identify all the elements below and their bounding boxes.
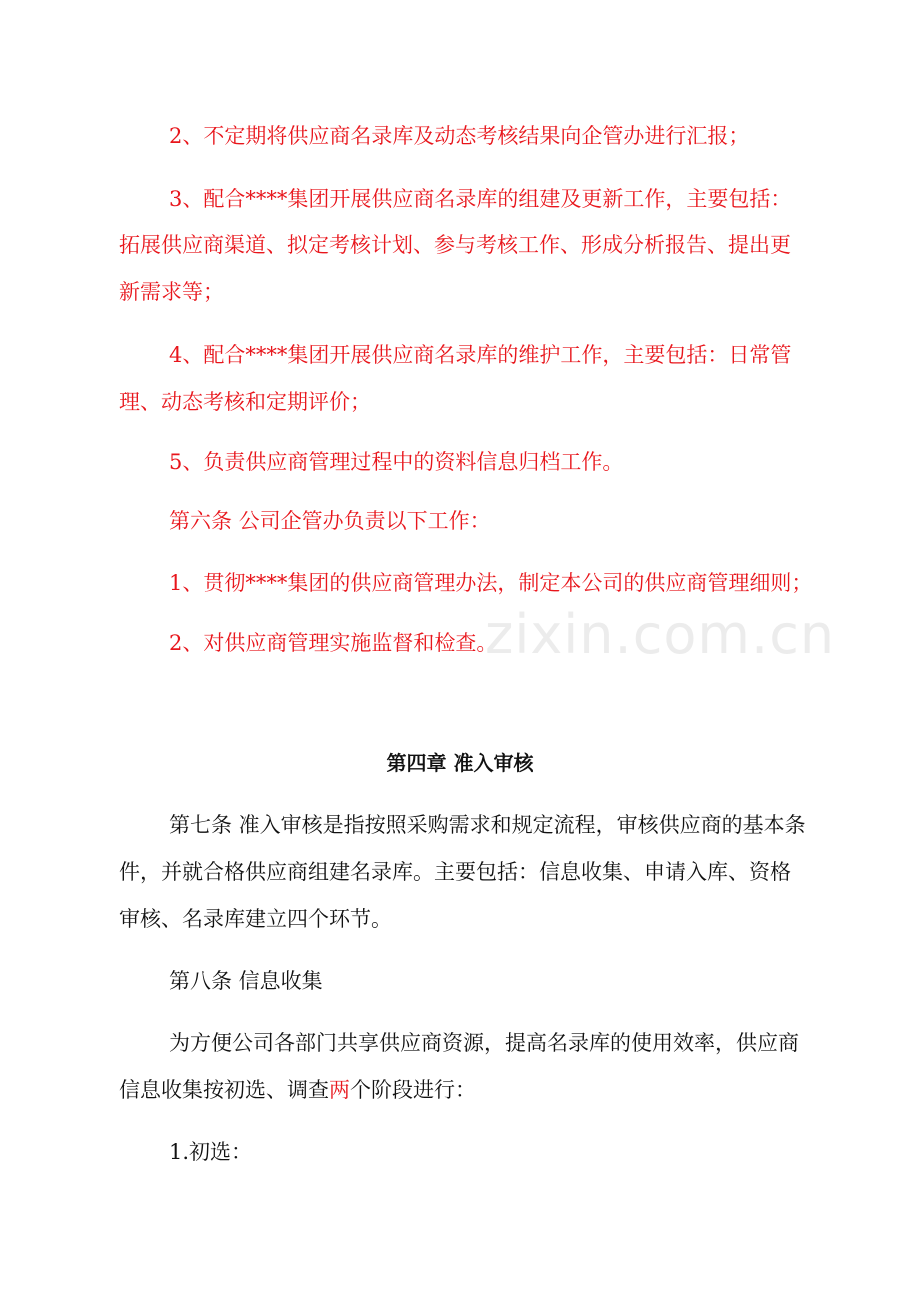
item-4-line-2: 理、动态考核和定期评价； [119,390,371,414]
item-5-text: 5、负责供应商管理过程中的资料信息归档工作。 [169,450,624,474]
article-8-title: 第八条 信息收集 [169,969,323,993]
article-8-line-2-start: 信息收集按初选、调查 [119,1078,329,1102]
article-8-line-1: 为方便公司各部门共享供应商资源，提高名录库的使用效率，供应商 [169,1031,799,1055]
article-6-title: 第六条 公司企管办负责以下工作： [169,509,491,533]
article-8-line-2 [119,1061,819,1119]
article-8-line-2-end: 个阶段进行： [350,1078,476,1102]
article-8-item-1: 1.初选： [169,1140,253,1164]
item-3-line-3: 新需求等； [119,280,224,304]
article-8-highlight: 两 [329,1078,350,1102]
article-7-line-2: 件，并就合格供应商组建名录库。主要包括：信息收集、申请入库、资格 [119,860,791,884]
item-4-line-1: 4、配合****集团开展供应商名录库的维护工作，主要包括：日常管 [169,343,792,367]
chapter-heading: 第四章 准入审核 [386,751,534,775]
watermark-text: zixin.com.cn [485,603,836,666]
article-6-item-2: 2、对供应商管理实施监督和检查。 [169,631,498,655]
item-3-line-1: 3、配合****集团开展供应商名录库的组建及更新工作，主要包括： [169,187,792,211]
article-7-line-1: 第七条 准入审核是指按照采购需求和规定流程，审核供应商的基本条 [169,813,806,837]
article-6-item-1: 1、贯彻****集团的供应商管理办法，制定本公司的供应商管理细则； [169,571,813,595]
item-3-line-2: 拓展供应商渠道、拟定考核计划、参与考核工作、形成分析报告、提出更 [119,233,791,257]
item-2-text: 2、不定期将供应商名录库及动态考核结果向企管办进行汇报； [169,124,750,148]
article-7-line-3: 审核、名录库建立四个环节。 [119,907,392,931]
